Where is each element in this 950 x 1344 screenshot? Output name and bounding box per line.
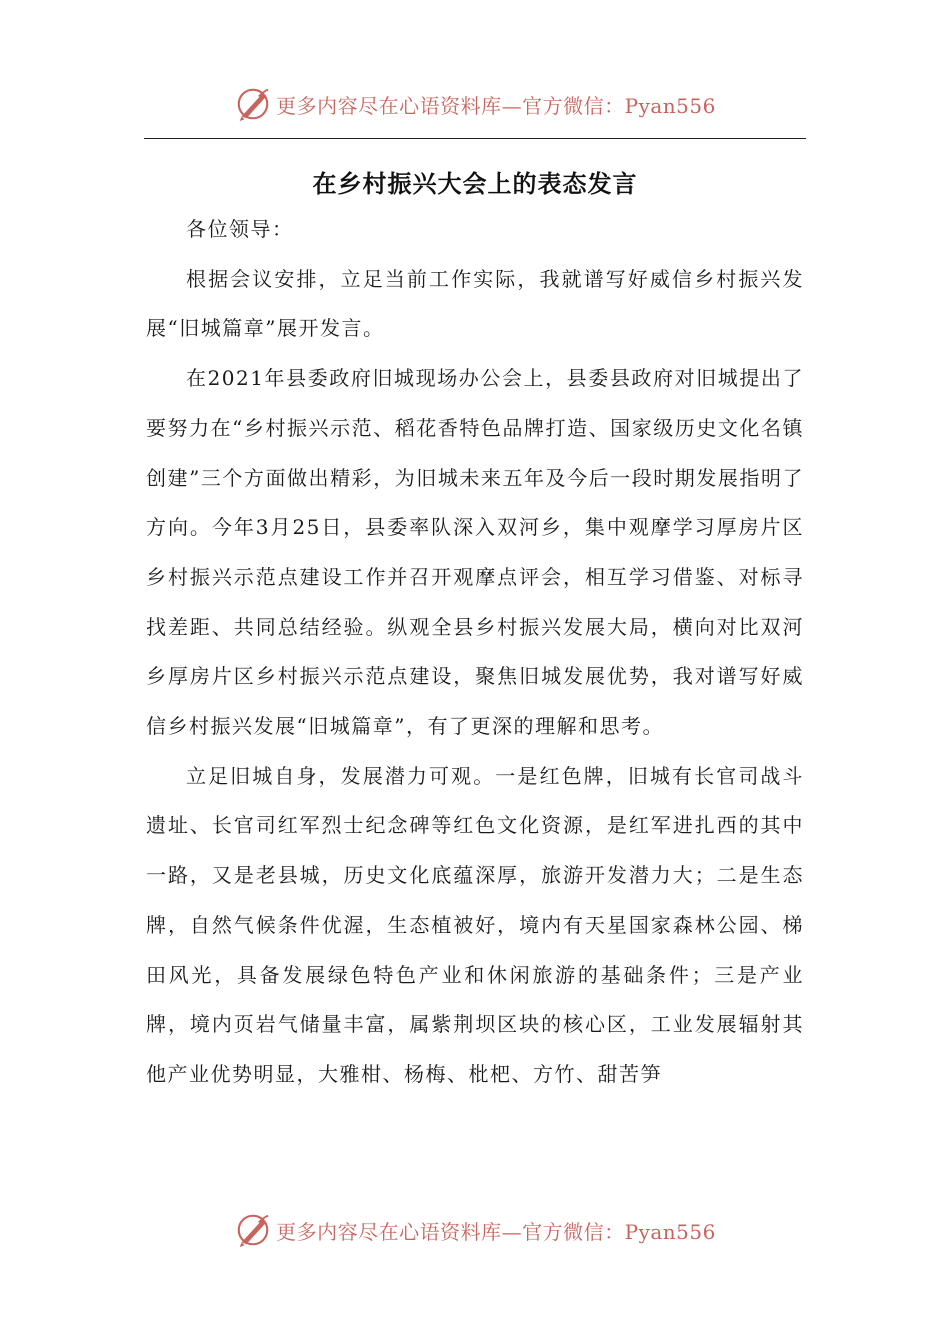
pen-logo-icon: [234, 85, 272, 123]
document-body: [146, 205, 804, 1100]
document-title: 在乡村振兴大会上的表态发言: [312, 169, 638, 198]
watermark-banner-top: [0, 84, 950, 124]
header-divider: [144, 138, 806, 139]
paragraph: 在2021年县委政府旧城现场办公会上，县委县政府对旧城提出了要努力在“乡村振兴示范、稻花香特色品牌打造、国家级历史文化名镇创建”三个方面做出精彩，为旧城未来五年及今后一段时期发展指明了方向。今年3月25日，县委率队深入双河乡，集中观摩学习厚房片区乡村振兴示范点建设工作并召开观摩点评会，相互学习借鉴、对标寻找差距、共同总结经验。纵观全县乡村振兴发展大局，横向对比双河乡厚房片区乡村振兴示范点建设，聚焦旧城发展优势，我对谱写好威信乡村振兴发展“旧城篇章”，有了更深的理解和思考。: [146, 366, 804, 739]
paragraph: 根据会议安排，立足当前工作实际，我就谱写好威信乡村振兴发展“旧城篇章”展开发言。: [146, 266, 804, 341]
watermark-text: 更多内容尽在心语资料库—官方微信：Pyan556: [276, 1219, 716, 1244]
watermark-text: 更多内容尽在心语资料库—官方微信：Pyan556: [276, 93, 716, 118]
paragraph: 立足旧城自身，发展潜力可观。一是红色牌，旧城有长官司战斗遗址、长官司红军烈士纪念碑等红色文化资源，是红军进扎西的其中一路，又是老县城，历史文化底蕴深厚，旅游开发潜力大；二是生态牌，自然气候条件优渥，生态植被好，境内有天星国家森林公园、梯田风光，具备发展绿色特色产业和休闲旅游的基础条件；三是产业牌，境内页岩气储量丰富，属紫荆坝区块的核心区，工业发展辐射其他产业优势明显，大雅柑、杨梅、枇杷、方竹、甜苦笋: [146, 763, 804, 1086]
pen-logo-icon: [234, 1211, 272, 1249]
watermark-banner-bottom: [0, 1210, 950, 1250]
salutation: 各位领导：: [186, 217, 294, 241]
